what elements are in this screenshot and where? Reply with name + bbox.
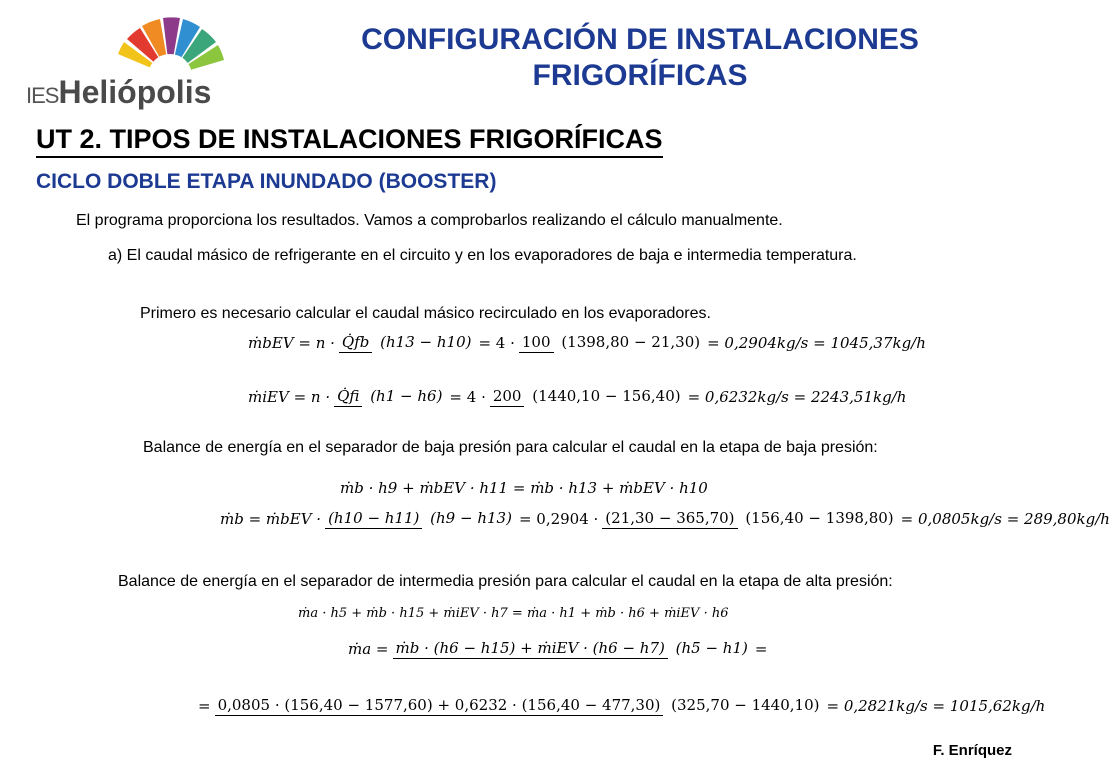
eq4-f1-den: (h9 − h13): [430, 509, 512, 527]
paragraph-item-a: a) El caudal másico de refrigerante en el circuito y en los evaporadores de baja e intermedia temperatura.: [108, 247, 857, 264]
eq4-rhs: = 0,0805kg/s = 289,80kg/h: [900, 509, 1110, 528]
eq1-f1-num: Q̇fb: [339, 333, 372, 353]
eq1-fraction-2: [519, 332, 703, 353]
eq4-fraction-1: [325, 508, 515, 529]
eq2-f1-num: Q̇fi: [334, 387, 362, 407]
slide-title: [300, 22, 980, 94]
eq2-rhs: = 0,6232kg/s = 2243,51kg/h: [687, 387, 907, 406]
eq6-den: (h5 − h1): [675, 639, 748, 657]
eq2-f2-num: 200: [490, 387, 525, 407]
eq7-den: (325,70 − 1440,10): [671, 696, 820, 714]
logo-prefix: IES: [26, 83, 59, 108]
ies-heliopolis-logo: [22, 14, 242, 114]
logo-name: Heliópolis: [58, 74, 212, 110]
eq7-num: 0,0805 · (156,40 − 1577,60) + 0,6232 · (156,40 − 477,30): [215, 696, 664, 716]
eq6-rhs: =: [754, 639, 768, 658]
title-line-1: CONFIGURACIÓN DE INSTALACIONES: [361, 23, 919, 56]
paragraph-intro: El programa proporciona los resultados. Vamos a comprobarlos realizando el cálculo manualmente.: [76, 212, 783, 229]
eq2-f2-den: (1440,10 − 156,40): [532, 387, 681, 405]
eq4-lhs: ṁb = ṁbEV ·: [220, 509, 322, 528]
eq1-rhs: = 0,2904kg/s = 1045,37kg/h: [707, 333, 926, 352]
section-heading: CICLO DOBLE ETAPA INUNDADO (BOOSTER): [36, 170, 497, 193]
eq1-f1-den: (h13 − h10): [380, 333, 472, 351]
eq1-f2-num: 100: [519, 333, 554, 353]
eq1-mid: = 4 ·: [478, 333, 515, 352]
eq7-lhs: =: [198, 696, 211, 715]
eq6-fraction: [393, 638, 751, 659]
eq7-rhs: = 0,2821kg/s = 1015,62kg/h: [826, 696, 1046, 715]
equation-miev: [248, 386, 906, 407]
eq1-fraction-1: [339, 332, 475, 353]
eq2-mid: = 4 ·: [449, 387, 486, 406]
eq7-fraction: [215, 695, 823, 716]
equation-intermediate-balance: ṁa · h5 + ṁb · h15 + ṁiEV · h7 = ṁa · h1 + ṁb · h6 + ṁiEV · h6: [298, 606, 729, 621]
title-line-2: FRIGORÍFICAS: [532, 59, 748, 92]
eq4-f2-den: (156,40 − 1398,80): [745, 509, 894, 527]
equation-ma: [348, 638, 767, 659]
eq1-lhs: ṁbEV = n ·: [248, 333, 335, 352]
eq4-mid: = 0,2904 ·: [518, 509, 599, 528]
author-footer: F. Enríquez: [932, 742, 1012, 759]
eq4-f1-num: (h10 − h11): [325, 509, 422, 529]
eq6-num: ṁb · (h6 − h15) + ṁiEV · (h6 − h7): [393, 639, 668, 659]
eq4-fraction-2: [602, 508, 896, 529]
paragraph-low-pressure-balance: Balance de energía en el separador de baja presión para calcular el caudal en la etapa de baja presión:: [143, 439, 878, 456]
paragraph-recirculated: Primero es necesario calcular el caudal másico recirculado en los evaporadores.: [140, 305, 711, 322]
equation-low-balance: ṁb · h9 + ṁbEV · h11 = ṁb · h13 + ṁbEV · h10: [340, 479, 708, 497]
equation-mb: [220, 508, 1110, 529]
eq2-fraction-2: [490, 386, 684, 407]
eq2-fraction-1: [334, 386, 445, 407]
eq2-f1-den: (h1 − h6): [370, 387, 443, 405]
eq1-f2-den: (1398,80 − 21,30): [561, 333, 701, 351]
equation-mbev: [248, 332, 926, 353]
unit-subtitle: UT 2. TIPOS DE INSTALACIONES FRIGORÍFICAS: [36, 124, 663, 158]
eq2-lhs: ṁiEV = n ·: [248, 387, 331, 406]
eq4-f2-num: (21,30 − 365,70): [602, 509, 737, 529]
paragraph-intermediate-pressure-balance: Balance de energía en el separador de intermedia presión para calcular el caudal en la etapa de alta presión:: [118, 573, 893, 590]
equation-ma-result: [198, 695, 1045, 716]
eq6-lhs: ṁa =: [348, 639, 389, 658]
